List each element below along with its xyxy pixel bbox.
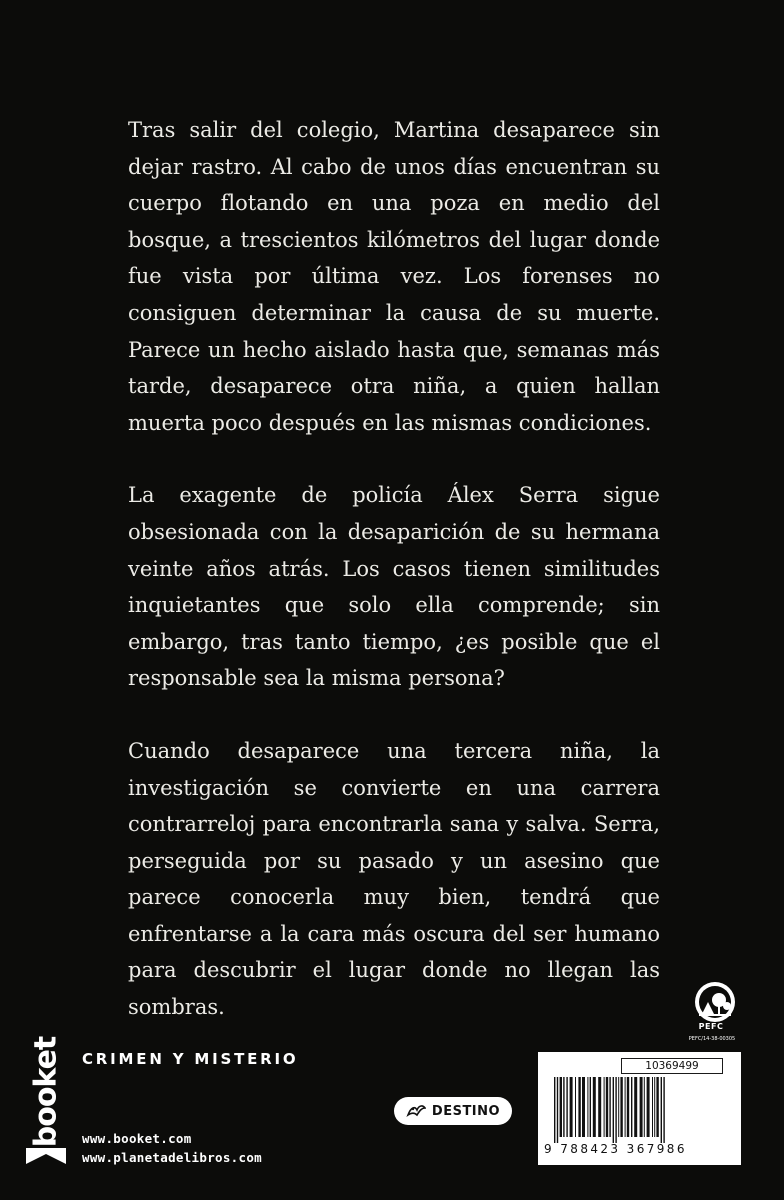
pefc-logo-icon	[685, 980, 745, 1044]
barcode-bar	[598, 1077, 601, 1137]
barcode-bar	[590, 1077, 591, 1137]
destino-publisher-badge	[394, 1097, 512, 1125]
barcode-bar	[647, 1077, 650, 1137]
barcode-bar	[613, 1077, 614, 1143]
planetadelibros-url: www.planetadelibros.com	[82, 1150, 262, 1165]
back-cover-synopsis	[128, 112, 660, 1062]
barcode-bar	[566, 1077, 567, 1137]
isbn-digits: 9 788423 367986	[544, 1142, 687, 1156]
synopsis-paragraph-3: Cuando desaparece una tercera niña, la investigación se convierte en una carrera contrarreloj para encontrarla sana y salva. Serra, perseguida por su pasado y un asesino que parece conocerla muy bien, tendrá que enfrentarse a la cara más oscura del ser humano para descubrir el lugar donde no llegan las sombras.	[128, 738, 660, 1020]
barcode-bar	[615, 1077, 616, 1143]
barcode-bar	[644, 1077, 645, 1137]
barcode-bar	[587, 1077, 588, 1137]
barcode-bar	[618, 1077, 619, 1137]
barcode-bar	[557, 1077, 558, 1143]
pefc-code: PEFC/14-38-00305	[688, 1036, 736, 1042]
barcode-bar	[578, 1077, 580, 1137]
barcode-bar	[575, 1077, 576, 1137]
barcode-bar	[560, 1077, 562, 1137]
barcode-bar	[604, 1077, 605, 1137]
booket-logo-text: booket	[28, 1036, 64, 1148]
barcode-bar	[609, 1077, 610, 1137]
barcode-bar	[663, 1077, 664, 1143]
barcode-bar	[627, 1077, 629, 1137]
product-code: 10369499	[621, 1058, 723, 1074]
barcode-bar	[661, 1077, 662, 1143]
booket-logo	[24, 1036, 68, 1166]
barcode-bar	[634, 1077, 637, 1137]
barcode-panel	[538, 1052, 741, 1165]
barcode-icon	[554, 1077, 730, 1143]
destino-bird-icon	[406, 1103, 426, 1119]
barcode-bar	[656, 1077, 658, 1137]
barcode-bar	[654, 1077, 655, 1137]
barcode-bar	[606, 1077, 608, 1137]
pefc-label: PEFC	[698, 1022, 724, 1031]
barcode-bar	[652, 1077, 653, 1137]
destino-label: DESTINO	[431, 1103, 501, 1119]
barcode-bar	[620, 1077, 622, 1137]
barcode-bar	[554, 1077, 555, 1143]
synopsis-paragraph-1: Tras salir del colegio, Martina desaparece sin dejar rastro. Al cabo de unos días encuentran su cuerpo flotando en una poza en medio del bosque, a trescientos kilómetros del lugar donde fue vista por última vez. Los forenses no consiguen determinar la causa de su muerte. Parece un hecho aislado hasta que, semanas más tarde, desaparece otra niña, a quien hallan muerta poco después en las mismas condiciones.	[128, 118, 660, 435]
barcode-bar	[593, 1077, 596, 1137]
barcode-bar	[640, 1077, 643, 1137]
barcode-bar	[570, 1077, 573, 1137]
barcode-bar	[563, 1077, 564, 1137]
barcode-bar	[625, 1077, 626, 1137]
barcode-bar	[631, 1077, 632, 1137]
barcode-bar	[582, 1077, 585, 1137]
synopsis-paragraph-2: La exagente de policía Álex Serra sigue obsesionada con la desaparición de su hermana veinte años atrás. Los casos tienen similitudes inquietantes que solo ella comprende; sin embargo, tras tanto tiempo, ¿es posible que el responsable sea la misma persona?	[128, 483, 660, 691]
genre-label: CRIMEN Y MISTERIO	[82, 1050, 299, 1068]
booket-url: www.booket.com	[82, 1131, 192, 1146]
